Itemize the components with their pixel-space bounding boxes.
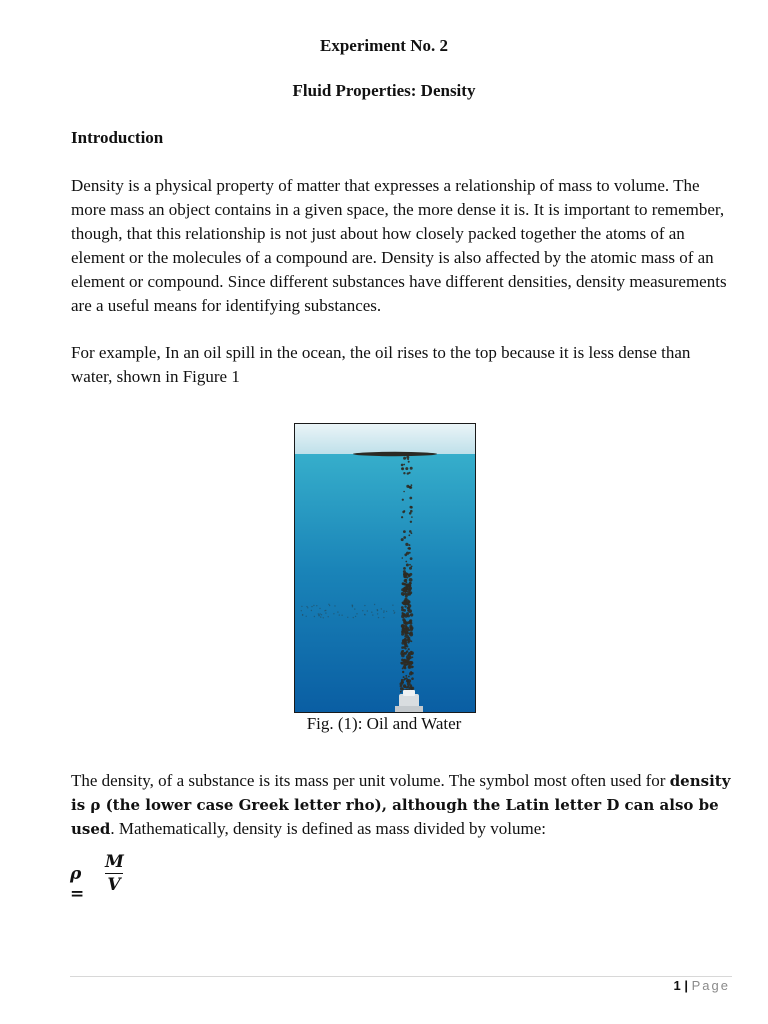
oil-droplet — [411, 516, 413, 518]
oil-droplet — [386, 611, 387, 612]
oil-droplet — [401, 516, 403, 518]
oil-droplet — [301, 610, 302, 611]
oil-droplet — [407, 603, 409, 605]
oil-droplet — [347, 617, 348, 618]
oil-droplet — [306, 616, 307, 617]
oil-droplet — [403, 567, 406, 570]
formula-lhs: ρ = — [70, 864, 85, 904]
oil-droplet — [406, 552, 409, 555]
oil-droplet — [321, 614, 322, 615]
oil-droplet — [364, 605, 365, 606]
oil-droplet — [407, 472, 409, 474]
oil-droplet — [404, 659, 406, 661]
oil-droplet — [403, 609, 406, 612]
oil-droplet — [334, 605, 335, 606]
oil-droplet — [403, 457, 406, 460]
oil-droplet — [408, 665, 412, 669]
oil-droplet — [329, 605, 330, 606]
oil-droplet — [367, 610, 368, 611]
oil-droplet — [392, 605, 393, 606]
oil-droplet — [407, 682, 411, 686]
oil-droplet — [402, 671, 404, 673]
oil-droplet — [411, 687, 413, 689]
oil-slick — [353, 452, 437, 456]
example-lead: For example, — [71, 343, 165, 362]
oil-droplet — [401, 538, 404, 541]
oil-droplet — [410, 521, 412, 523]
oil-droplet — [406, 650, 408, 652]
fraction-bar — [105, 873, 123, 874]
oil-droplet — [306, 606, 307, 607]
oil-droplet — [333, 613, 334, 614]
oil-droplet — [406, 646, 408, 648]
oil-droplet — [408, 534, 410, 536]
oil-droplet — [364, 614, 365, 615]
oil-droplet — [383, 617, 384, 618]
example-paragraph — [71, 341, 731, 389]
example-tail: , shown in Figure 1 — [108, 367, 240, 386]
oil-droplet — [406, 564, 409, 567]
oil-droplet — [404, 589, 407, 592]
oil-droplet — [408, 629, 410, 631]
oil-droplet — [372, 614, 373, 615]
definition-text-a: The density, of a substance is its mass per unit volume. The symbol most often used for — [71, 771, 670, 790]
formula-numerator: M — [105, 852, 124, 872]
oil-droplet — [403, 530, 406, 533]
oil-droplet — [410, 510, 413, 513]
oil-droplet — [362, 610, 363, 611]
oil-droplet — [403, 472, 405, 474]
oil-droplet — [405, 561, 407, 563]
oil-droplet — [409, 530, 412, 533]
page-number: 1 — [673, 978, 681, 993]
oil-droplet — [408, 676, 410, 678]
oil-droplet — [406, 663, 408, 665]
oil-droplet — [409, 585, 411, 587]
oil-droplet — [407, 607, 410, 610]
oil-droplet — [401, 659, 404, 662]
oil-droplet — [402, 557, 404, 559]
sky-region — [295, 424, 475, 454]
oil-water-figure — [294, 423, 476, 713]
oil-droplet — [405, 543, 408, 546]
oil-droplet — [311, 610, 312, 611]
oil-droplet — [411, 566, 413, 568]
oil-droplet — [353, 617, 354, 618]
oil-droplet — [328, 604, 329, 605]
oil-droplet — [406, 599, 409, 602]
oil-droplet — [354, 608, 355, 609]
oil-droplet — [411, 484, 413, 486]
oil-droplet — [406, 614, 408, 616]
oil-droplet — [403, 646, 406, 649]
oil-droplet — [401, 662, 403, 664]
oil-droplet — [405, 686, 407, 688]
oil-droplet — [378, 617, 379, 618]
figure-caption: Fig. (1): Oil and Water — [306, 714, 462, 733]
oil-droplet — [402, 667, 404, 669]
oil-droplet — [412, 666, 414, 668]
oil-droplet — [406, 679, 409, 682]
oil-droplet — [403, 676, 405, 678]
oil-droplet — [313, 605, 314, 606]
intro-paragraph: Density is a physical property of matter that expresses a relationship of mass to volume. The more mass an object contains in a given space, the more dense it is. It is important to remember, though, that this relationship is not just about how closely packed together the atoms of an element or the molecules of a compound are. Density is also affected by the atomic mass of an element or compound. Since different substances have different densities, density measurements are a useful means for identifying substances. — [71, 176, 727, 315]
oil-droplet — [412, 656, 414, 658]
oil-droplet — [409, 663, 412, 666]
oil-droplet — [409, 486, 412, 489]
oil-droplet — [325, 610, 326, 611]
oil-droplet — [409, 620, 412, 623]
footer-divider — [70, 976, 732, 977]
oil-droplet — [337, 611, 338, 612]
oil-droplet — [341, 615, 342, 616]
oil-droplet — [374, 604, 375, 605]
water-region — [295, 454, 475, 712]
oil-droplet — [400, 691, 402, 693]
formula-fraction — [105, 852, 123, 895]
oil-droplet — [314, 616, 315, 617]
oil-droplet — [410, 506, 413, 509]
oil-droplet — [402, 499, 404, 501]
oil-droplet — [356, 613, 357, 614]
oil-droplet — [409, 672, 412, 675]
oil-droplet — [402, 602, 405, 605]
oil-droplet — [403, 491, 405, 493]
oil-droplet — [377, 610, 378, 611]
oil-droplet — [407, 641, 410, 644]
definition-bold-text: density is ρ (the lower case Greek letter rho), although the Latin letter D can also be used — [71, 772, 731, 838]
oil-droplet — [402, 639, 405, 642]
oil-droplet — [404, 605, 406, 607]
oil-droplet — [371, 612, 372, 613]
oil-droplet — [408, 652, 412, 656]
oil-droplet — [408, 461, 410, 463]
oil-droplet — [404, 678, 406, 680]
oil-droplet — [401, 467, 404, 470]
oil-droplet — [409, 497, 412, 500]
page-footer — [674, 978, 730, 993]
oil-droplet — [410, 557, 413, 560]
oil-droplet — [377, 613, 378, 614]
oil-droplet — [404, 631, 406, 633]
oil-droplet — [383, 610, 384, 611]
oil-droplet — [402, 594, 404, 596]
oil-droplet — [316, 605, 317, 606]
oil-droplet — [393, 610, 394, 611]
oil-droplet — [320, 616, 321, 617]
oil-droplet — [307, 607, 308, 608]
formula-denominator: V — [107, 875, 121, 895]
oil-droplet — [311, 606, 312, 607]
oil-droplet — [408, 648, 410, 650]
oil-droplet — [394, 613, 395, 614]
section-heading: Introduction — [71, 128, 164, 147]
oil-droplet — [383, 612, 384, 613]
oil-droplet — [325, 612, 326, 613]
oil-droplet — [409, 656, 412, 659]
oil-droplet — [408, 588, 411, 591]
oil-droplet — [403, 464, 405, 466]
oil-droplet — [403, 620, 406, 623]
oil-droplet — [404, 633, 407, 636]
oil-droplet — [409, 575, 411, 577]
oil-droplet — [318, 613, 319, 614]
oil-droplet — [355, 616, 356, 617]
oil-droplet — [402, 688, 404, 690]
oil-droplet — [400, 652, 404, 656]
oil-droplet — [328, 616, 329, 617]
oil-droplet — [339, 614, 340, 615]
definition-text-b: . Mathematically, density is defined as mass divided by volume: — [110, 819, 547, 838]
oil-droplet — [352, 605, 353, 606]
oil-droplet — [403, 614, 405, 616]
oil-droplet — [319, 613, 320, 614]
page-word: Page — [691, 978, 730, 993]
oil-droplet — [405, 675, 407, 677]
oil-droplet — [405, 581, 407, 583]
definition-paragraph — [71, 769, 731, 841]
oil-droplet — [401, 633, 404, 636]
oil-droplet — [403, 536, 406, 539]
oil-droplet — [401, 606, 404, 609]
example-main: In an oil spill in the ocean, the oil rises to the top because it is less dense than water — [71, 343, 691, 386]
oil-droplet — [319, 608, 320, 609]
oil-droplet — [323, 617, 324, 618]
oil-droplet — [408, 544, 410, 546]
oil-droplet — [410, 613, 413, 616]
oil-water-illustration — [295, 424, 475, 712]
oil-droplet — [406, 593, 409, 596]
oil-droplet — [406, 573, 408, 575]
experiment-title: Experiment No. 2 — [320, 36, 448, 55]
oil-droplet — [302, 614, 303, 615]
footer-separator: | — [680, 978, 692, 993]
oil-droplet — [409, 578, 413, 582]
oil-droplet — [404, 576, 406, 578]
oil-droplet — [402, 511, 405, 514]
oil-droplet — [411, 677, 414, 680]
oil-droplet — [410, 467, 413, 470]
oil-droplet — [406, 456, 409, 459]
oil-droplet — [409, 564, 411, 566]
experiment-subtitle: Fluid Properties: Density — [292, 81, 476, 100]
oil-droplet — [409, 633, 413, 637]
oil-droplet — [301, 606, 302, 607]
oil-droplet — [381, 608, 382, 609]
oil-droplet — [401, 464, 404, 467]
oil-droplet — [409, 548, 411, 550]
oil-droplet — [405, 467, 408, 470]
oil-droplet — [401, 681, 404, 684]
oil-droplet — [408, 637, 411, 640]
